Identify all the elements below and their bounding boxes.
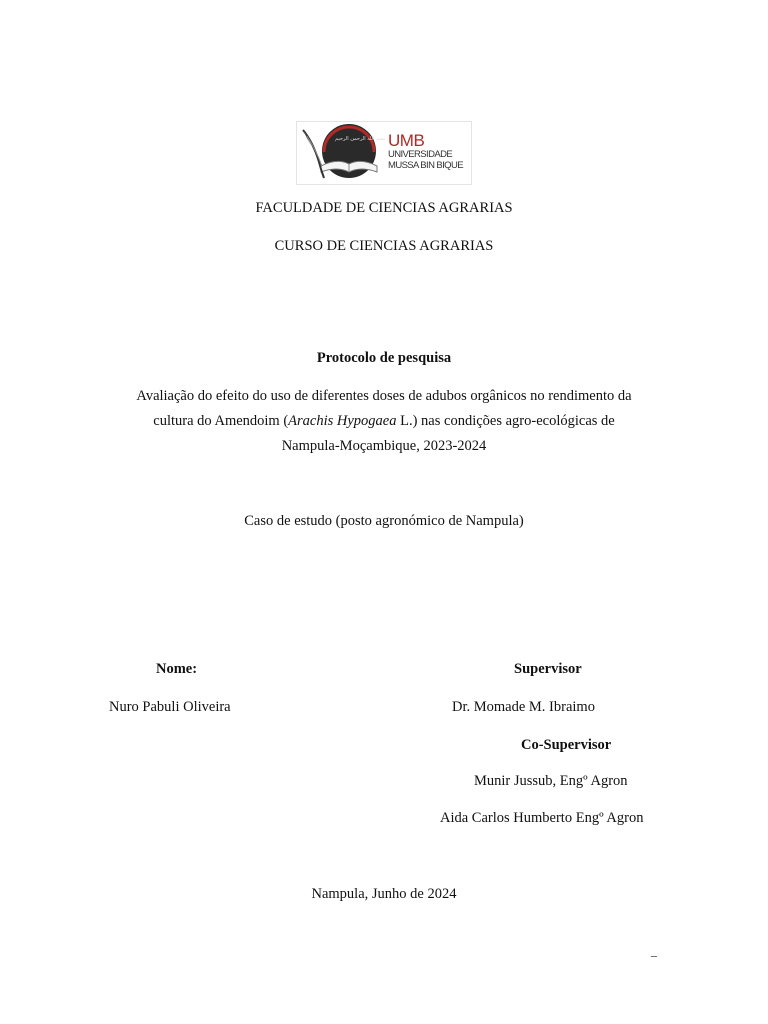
supervisor-name: Dr. Momade M. Ibraimo <box>452 699 595 715</box>
case-study: Caso de estudo (posto agronómico de Nampula) <box>244 513 524 529</box>
place-date: Nampula, Junho de 2024 <box>311 886 457 902</box>
cosupervisor-name: Aida Carlos Humberto Engº Agron <box>440 810 644 826</box>
logo-abbreviation: UMB <box>388 131 425 150</box>
research-title-line-1: Avaliação do efeito do uso de diferentes doses de adubos orgânicos no rendimento da <box>136 388 632 404</box>
arabic-inscription: بسم الله الرحمن الرحيم <box>335 136 386 142</box>
logo-university-name: UNIVERSIDADE MUSSA BIN BIQUE <box>388 149 463 171</box>
course-title: CURSO DE CIENCIAS AGRARIAS <box>274 238 494 254</box>
university-logo <box>296 121 472 185</box>
page-mark: – <box>651 948 657 962</box>
name-label: Nome: <box>156 661 198 677</box>
research-title-line-2: cultura do Amendoim (Arachis Hypogaea L.) nas condições agro-ecológicas de <box>153 413 615 429</box>
faculty-title: FACULDADE DE CIENCIAS AGRARIAS <box>255 200 513 216</box>
cosupervisor-name: Munir Jussub, Engº Agron <box>474 773 628 789</box>
open-book-quill-emblem-icon <box>297 122 389 184</box>
document-type: Protocolo de pesquisa <box>316 350 452 366</box>
research-title-line-3: Nampula-Moçambique, 2023-2024 <box>281 438 487 454</box>
student-name: Nuro Pabuli Oliveira <box>109 699 231 715</box>
research-title <box>0 384 768 459</box>
cosupervisor-label: Co-Supervisor <box>521 737 612 753</box>
supervisor-label: Supervisor <box>514 661 582 677</box>
species-name: Arachis Hypogaea <box>288 413 397 429</box>
